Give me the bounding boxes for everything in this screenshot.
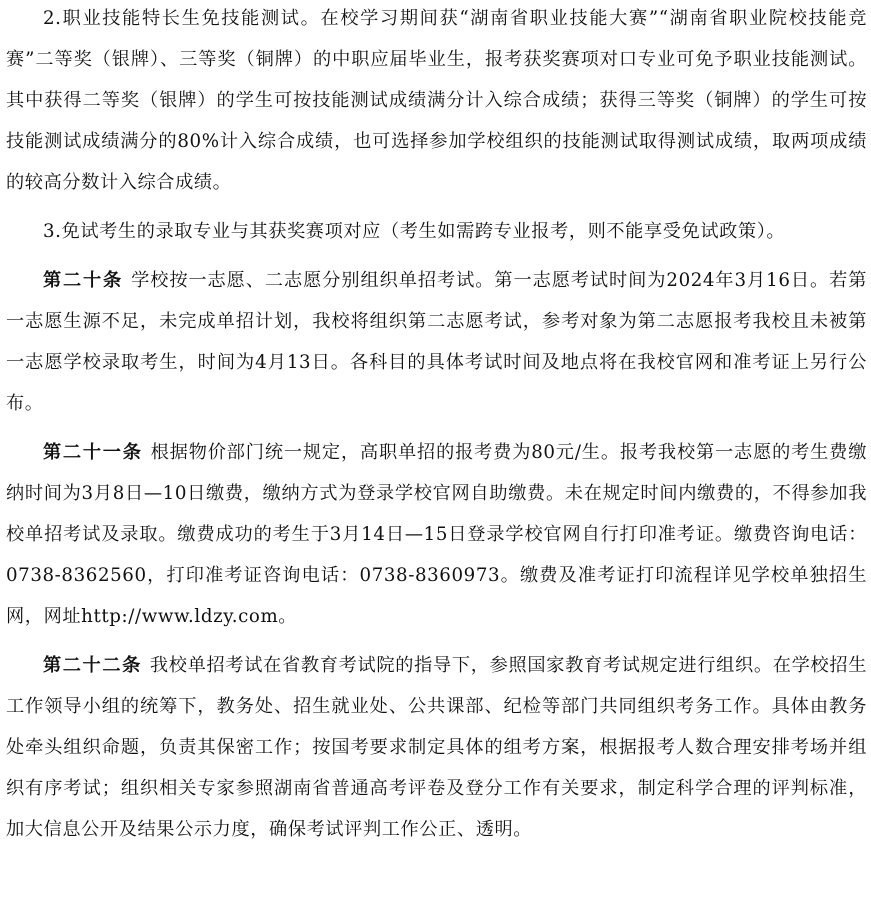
paragraph-text: 学校按一志愿、二志愿分别组织单招考试。第一志愿考试时间为2024年3月16日。若第一志愿生源不足，未完成单招计划，我校将组织第二志愿考试，参考对象为第二志愿报考我校且未被第一志愿学校录取考生，时间为4月13日。各科目的具体考试时间及地点将在我校官网和准考证上另行公布。 (6, 270, 867, 414)
article-22-paragraph (6, 645, 867, 850)
article-21-paragraph (6, 432, 867, 637)
article-heading: 第二十一条 (43, 442, 143, 463)
paragraph-text: 根据物价部门统一规定，高职单招的报考费为80元/生。报考我校第一志愿的考生费缴纳时间为3月8日—10日缴费，缴纳方式为登录学校官网自助缴费。未在规定时间内缴费的，不得参加我校单招考试及录取。缴费成功的考生于3月14日—15日登录学校官网自行打印准考证。缴费咨询电话：0738-8362560，打印准考证咨询电话：0738-8360973。缴费及准考证打印流程详见学校单独招生网，网址http://www.ldzy.com。 (6, 442, 867, 627)
paragraph-text: 2.职业技能特长生免技能测试。在校学习期间获“湖南省职业技能大赛”“湖南省职业院校技能竞赛”二等奖（银牌）、三等奖（铜牌）的中职应届毕业生，报考获奖赛项对口专业可免予职业技能测试。其中获得二等奖（银牌）的学生可按技能测试成绩满分计入综合成绩；获得三等奖（铜牌）的学生可按技能测试成绩满分的80%计入综合成绩，也可选择参加学校组织的技能测试取得测试成绩，取两项成绩的较高分数计入综合成绩。 (6, 8, 867, 193)
paragraph-item-2 (6, 0, 867, 203)
paragraph-text: 3.免试考生的录取专业与其获奖赛项对应（考生如需跨专业报考，则不能享受免试政策）。 (43, 221, 786, 242)
paragraph-text: 我校单招考试在省教育考试院的指导下，参照国家教育考试规定进行组织。在学校招生工作领导小组的统筹下，教务处、招生就业处、公共课部、纪检等部门共同组织考务工作。具体由教务处牵头组织命题，负责其保密工作；按国考要求制定具体的组考方案，根据报考人数合理安排考场并组织有序考试；组织相关专家参照湖南省普通高考评卷及登分工作有关要求，制定科学合理的评判标准，加大信息公开及结果公示力度，确保考试评判工作公正、透明。 (6, 655, 867, 840)
article-heading: 第二十条 (43, 270, 124, 291)
article-20-paragraph (6, 260, 867, 424)
paragraph-item-3 (6, 211, 867, 252)
article-heading: 第二十二条 (43, 655, 142, 676)
